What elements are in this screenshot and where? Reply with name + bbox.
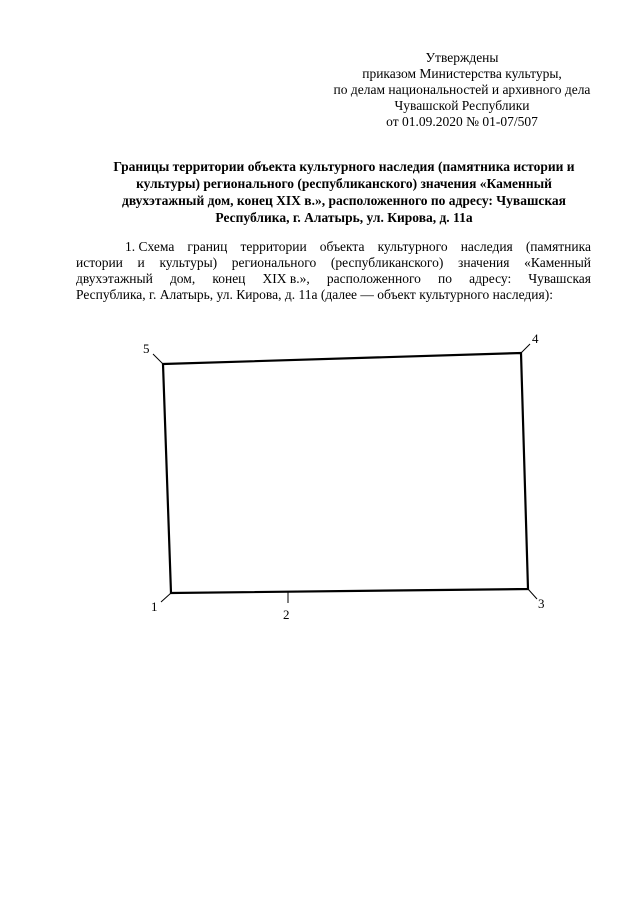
paragraph-word: Чувашская bbox=[528, 271, 591, 286]
territory-boundary bbox=[163, 353, 528, 593]
approval-line: Чувашской Республики bbox=[394, 98, 530, 113]
paragraph-word: наследия bbox=[460, 239, 513, 254]
point-marker-1-leader bbox=[161, 593, 171, 602]
paragraph-word: территории bbox=[240, 239, 307, 254]
point-label-2: 2 bbox=[283, 607, 290, 622]
paragraph-word: «Каменный bbox=[524, 255, 591, 270]
title-line: двухэтажный дом, конец XIX в.», расположенного по адресу: Чувашская bbox=[122, 193, 566, 208]
point-marker-4-leader bbox=[521, 344, 530, 353]
paragraph-word: адресу: bbox=[469, 271, 512, 286]
paragraph-text: Республика, г. Алатырь, ул. Кирова, д. 11а (далее — объект культурного наследия): bbox=[76, 287, 553, 302]
point-label-1: 1 bbox=[151, 599, 158, 614]
paragraph-word: регионального bbox=[231, 255, 317, 270]
approval-line: по делам национальностей и архивного дела bbox=[333, 82, 591, 97]
paragraph-word: объекта bbox=[319, 239, 365, 254]
paragraph-word: истории bbox=[76, 255, 123, 270]
paragraph-word: границ bbox=[187, 239, 228, 254]
paragraph-word: культуры) bbox=[159, 255, 218, 270]
paragraph-word: расположенного bbox=[326, 271, 421, 286]
paragraph-word: XIX в.», bbox=[262, 271, 310, 286]
approval-line: Утверждены bbox=[425, 50, 499, 65]
point-label-5: 5 bbox=[143, 341, 150, 356]
paragraph-word: конец bbox=[212, 271, 246, 286]
paragraph-word: по bbox=[438, 271, 453, 286]
paragraph-word: (памятника bbox=[525, 239, 591, 254]
paragraph-word: двухэтажный bbox=[76, 271, 153, 286]
paragraph-word: и bbox=[137, 255, 145, 270]
point-marker-3-leader bbox=[528, 589, 537, 599]
point-label-3: 3 bbox=[538, 596, 545, 611]
paragraph-word: дом, bbox=[169, 271, 196, 286]
paragraph-word: значения bbox=[458, 255, 510, 270]
paragraph-word: культурного bbox=[377, 239, 448, 254]
point-marker-5-leader bbox=[153, 354, 163, 364]
title-line: культуры) регионального (республиканского) значения «Каменный bbox=[136, 176, 552, 191]
title-line: Границы территории объекта культурного наследия (памятника истории и bbox=[113, 159, 575, 174]
paragraph-word: (республиканского) bbox=[330, 255, 444, 270]
title-line: Республика, г. Алатырь, ул. Кирова, д. 11а bbox=[215, 210, 473, 225]
approval-line: от 01.09.2020 № 01-07/507 bbox=[386, 114, 538, 129]
approval-line: приказом Министерства культуры, bbox=[362, 66, 562, 81]
point-label-4: 4 bbox=[532, 331, 539, 346]
paragraph-word: 1. Схема bbox=[125, 239, 175, 254]
